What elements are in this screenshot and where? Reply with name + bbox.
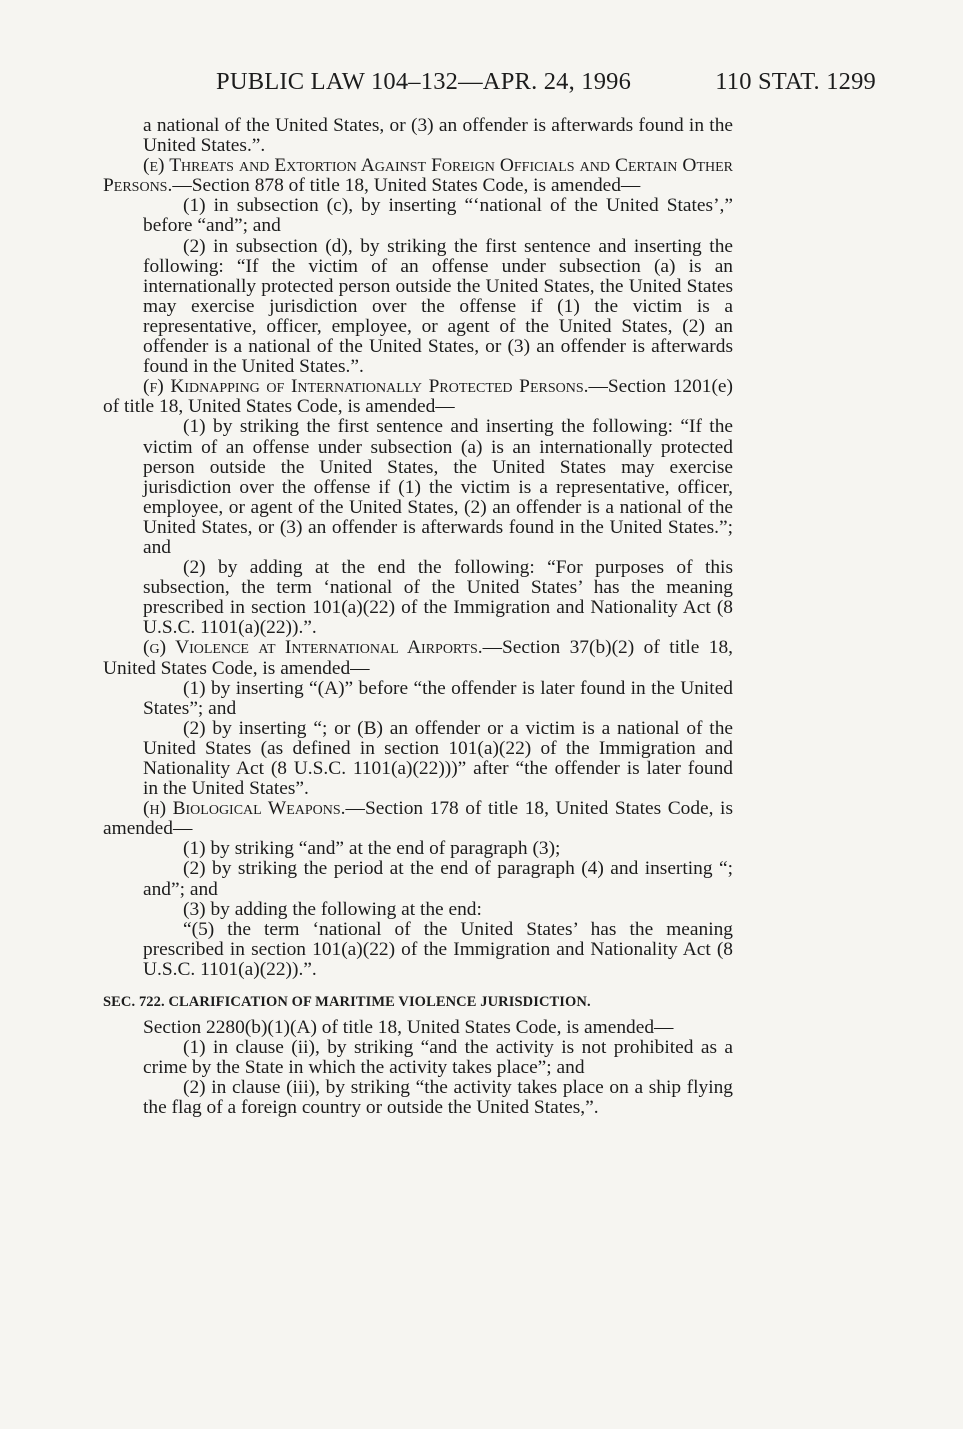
section-722-clause-1: (1) in clause (ii), by striking “and the activity is not prohibited as a crime by the State in which the activity takes place”; and [143,1037,733,1079]
subsection-e-text: —Section 878 of title 18, United States Code, is amended— [172,175,641,197]
subsection-g-item-1: (1) by inserting “(A)” before “the offender is later found in the United States”; and [143,677,733,719]
subsection-f-item-2: (2) by adding at the end the following: “For purposes of this subsection, the term ‘national of the United States’ has the meaning prescribed in section 101(a)(22) of the Immigration and Nationality Act (8 U.S.C. 1101(a)(22)).”. [143,557,733,639]
section-722-clause-2: (2) in clause (iii), by striking “the activity takes place on a ship flying the flag of a foreign country or outside the United States,”. [143,1077,733,1119]
subsection-h-item-2: (2) by striking the period at the end of paragraph (4) and inserting “; and”; and [143,858,733,900]
subsection-e-item-2: (2) in subsection (d), by striking the first sentence and inserting the following: “If the victim of an offense under subsection (a) is an internationally protected person outside the United States, the United States may exercise jurisdiction over the offense if (1) the victim is a representative, officer, employee, or agent of the United States, (2) an offender is a national of the United States, or (3) an offender is afterwards found in the United States.”. [143,235,733,378]
subsection-h-text: —Section 178 of title 18, United States Code, is amended— [103,798,733,840]
subsection-f-heading: (f) Kidnapping of Internationally Protected Persons. [143,376,589,398]
subsection-h [103,799,733,839]
subsection-h-item-3: (3) by adding the following at the end: [183,898,482,920]
section-722-heading: SEC. 722. CLARIFICATION OF MARITIME VIOLENCE JURISDICTION. [103,994,591,1011]
paragraph-continuation: a national of the United States, or (3) an offender is afterwards found in the United States.”. [143,115,733,157]
subsection-g-heading: (g) Violence at International Airports. [143,637,483,659]
subsection-h-item-4: “(5) the term ‘national of the United States’ has the meaning prescribed in section 101(a)(22) of the Immigration and Nationality Act (8 U.S.C. 1101(a)(22)).”. [143,918,733,980]
header-title: PUBLIC LAW 104–132—APR. 24, 1996 [216,68,632,95]
subsection-f-text: —Section 1201(e) of title 18, United States Code, is amended— [103,376,733,418]
header-stat-citation: 110 STAT. 1299 [715,68,876,95]
subsection-f-item-1: (1) by striking the first sentence and inserting the following: “If the victim of an offense under subsection (a) is an internationally protected person outside the United States, the United States may exercise jurisdiction over the offense if (1) the victim is a representative, officer, employee, or agent of the United States, (2) an offender is a national of the United States, or (3) an offender is afterwards found in the United States.”; and [143,416,733,558]
document-body [103,116,733,1119]
subsection-g-item-2: (2) by inserting “; or (B) an offender or a victim is a national of the United States (as defined in section 101(a)(22) of the Immigration and Nationality Act (8 U.S.C. 1101(a)(22)))” after “the offender is later found in the United States”. [143,717,733,800]
subsection-g-text: —Section 37(b)(2) of title 18, United States Code, is amended— [103,637,733,679]
subsection-f [103,377,733,417]
subsection-h-item-1: (1) by striking “and” at the end of paragraph (3); [183,838,561,860]
subsection-h-heading: (h) Biological Weapons. [143,798,346,820]
subsection-g [103,638,733,678]
subsection-e-item-1: (1) in subsection (c), by inserting “‘national of the United States’,” before “and”; and [143,195,733,237]
subsection-e-heading: (e) Threats and Extortion Against Foreign Officials and Certain Other Persons. [103,155,733,197]
page-header [216,66,876,98]
section-722-intro: Section 2280(b)(1)(A) of title 18, United States Code, is amended— [143,1017,674,1039]
subsection-e [103,156,733,196]
